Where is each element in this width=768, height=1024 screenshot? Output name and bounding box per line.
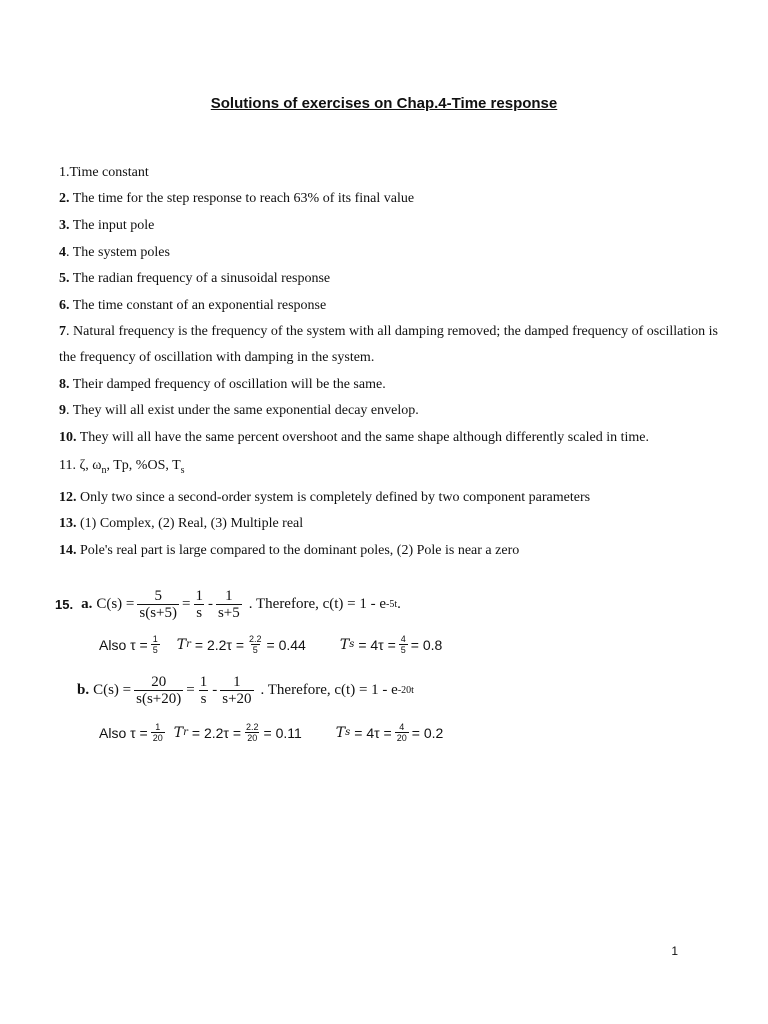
answer-6	[59, 297, 719, 315]
answer-3	[59, 217, 719, 235]
q15b-fraction-1	[134, 674, 183, 707]
rise-time-value: = 0.44	[266, 636, 306, 653]
q15b-fraction-2	[198, 674, 210, 707]
fraction-numerator: 2.2	[249, 634, 262, 644]
q15a-lhs: C(s) =	[96, 596, 135, 612]
answer-10	[59, 429, 719, 447]
settling-time-value: = 0.2	[411, 724, 444, 741]
answer-text: They will all have the same percent overshoot and the same shape although differently scaled in time.	[76, 430, 650, 445]
answer-number: 7	[59, 324, 66, 339]
answer-11	[59, 457, 719, 480]
q15a-period: .	[397, 596, 401, 612]
page-number: 1	[671, 944, 678, 958]
fraction-numerator: 2.2	[246, 722, 259, 732]
rise-time-fraction	[244, 722, 261, 743]
settling-time-symbol: T	[339, 636, 350, 653]
settling-time-value: = 0.8	[410, 636, 443, 653]
answer-text: (1) Complex, (2) Real, (3) Multiple real	[76, 516, 304, 531]
tau-label: Also τ =	[99, 724, 148, 741]
q15b-lhs: C(s) =	[93, 682, 132, 698]
answer-number: 12.	[59, 490, 77, 505]
tau-label: Also τ =	[99, 636, 148, 653]
q15-label: 15.	[55, 597, 74, 612]
answer-text: The time constant of an exponential response	[69, 298, 327, 313]
answer-12	[59, 489, 719, 507]
fraction-denominator: s(s+5)	[139, 605, 177, 621]
q15b-label: b.	[77, 682, 90, 698]
settling-time-fraction	[399, 634, 408, 655]
fraction-denominator: 5	[252, 645, 258, 655]
page-title: Solutions of exercises on Chap.4-Time response	[210, 95, 558, 112]
fraction-denominator: 5	[400, 645, 406, 655]
fraction-denominator: s	[200, 691, 207, 707]
q15a-exponent: -5t	[386, 599, 398, 610]
answer-number: 11.	[59, 458, 76, 473]
minus-sign: -	[212, 682, 218, 698]
q15a-therefore: . Therefore, c(t) = 1 - e	[248, 596, 387, 612]
fraction-numerator: 4	[399, 722, 405, 732]
answer-7	[59, 319, 719, 371]
q15b-fraction-3	[220, 674, 253, 707]
fraction-denominator: 5	[152, 645, 158, 655]
fraction-numerator: 1	[199, 674, 208, 690]
q15b-equation	[77, 674, 414, 707]
settling-time-symbol: T	[335, 724, 346, 741]
answer-text: . Natural frequency is the frequency of the system with all damping removed; the damped frequency of oscillation is the frequency of oscillation with damping in the system.	[59, 324, 718, 365]
rise-time-fraction	[247, 634, 264, 655]
ts-subscript: s	[180, 465, 185, 476]
q15a-equation	[55, 588, 401, 621]
fraction-numerator: 1	[152, 634, 158, 644]
settling-time-fraction	[395, 722, 409, 743]
settling-time-subscript: s	[345, 727, 351, 738]
answer-number: 10.	[59, 430, 77, 445]
fraction-denominator: s(s+20)	[136, 691, 182, 707]
q15a-fraction-1	[137, 588, 179, 621]
fraction-numerator: 1	[225, 588, 233, 604]
fraction-numerator: 20	[151, 674, 167, 690]
answer-text: . They will all exist under the same exponential decay envelop.	[66, 403, 419, 418]
rise-time-symbol: T	[176, 636, 187, 653]
fraction-denominator: s+20	[222, 691, 252, 707]
answer-text-rest: , Tp, %OS, T	[106, 458, 181, 473]
equals-sign: =	[186, 682, 195, 698]
answer-number: 2.	[59, 191, 70, 206]
answer-text: Time constant	[69, 165, 149, 180]
tau-fraction	[151, 634, 160, 655]
settling-time-subscript: s	[349, 639, 355, 650]
answer-number: 1.	[59, 165, 70, 180]
answer-9	[59, 402, 719, 420]
minus-sign: -	[207, 596, 213, 612]
rise-time-subscript: r	[186, 639, 191, 650]
fraction-numerator: 4	[400, 634, 406, 644]
answer-number: 13.	[59, 516, 77, 531]
q15b-parameters	[99, 722, 443, 743]
settling-time-eq: = 4τ =	[354, 724, 392, 741]
answer-text: Their damped frequency of oscillation will be the same.	[69, 377, 386, 392]
answer-8	[59, 376, 719, 394]
answer-number: 5.	[59, 271, 70, 286]
fraction-denominator: 20	[396, 733, 407, 743]
answer-text: The radian frequency of a sinusoidal response	[69, 271, 331, 286]
settling-time-eq: = 4τ =	[358, 636, 396, 653]
rise-time-value: = 0.11	[263, 724, 302, 741]
answer-number: 3.	[59, 218, 70, 233]
q15b-exponent: -20t	[397, 685, 414, 696]
answer-4	[59, 244, 719, 262]
omega-subscript: n	[101, 465, 107, 476]
q15a-label: a.	[81, 596, 93, 612]
q15a-parameters	[99, 634, 442, 655]
q15a-fraction-2	[193, 588, 205, 621]
rise-time-subscript: r	[183, 727, 188, 738]
answer-2	[59, 190, 719, 208]
answer-text: The input pole	[69, 218, 155, 233]
answer-13	[59, 515, 719, 533]
rise-time-eq: = 2.2τ =	[191, 724, 241, 741]
answer-1	[59, 164, 719, 182]
q15b-therefore: . Therefore, c(t) = 1 - e	[260, 682, 398, 698]
answer-14	[59, 542, 719, 560]
fraction-numerator: 5	[154, 588, 162, 604]
answer-text: Pole's real part is large compared to the dominant poles, (2) Pole is near a zero	[76, 543, 520, 558]
answer-number: 6.	[59, 298, 70, 313]
answer-number: 9	[59, 403, 66, 418]
answer-text: The time for the step response to reach 63% of its final value	[69, 191, 415, 206]
fraction-denominator: s+5	[217, 605, 240, 621]
rise-time-symbol: T	[173, 724, 184, 741]
fraction-numerator: 1	[233, 674, 241, 690]
q15a-fraction-3	[216, 588, 242, 621]
equals-sign: =	[182, 596, 191, 612]
tau-fraction	[151, 722, 165, 743]
fraction-denominator: 20	[152, 733, 163, 743]
answer-number: 8.	[59, 377, 70, 392]
answer-text: . The system poles	[66, 245, 170, 260]
fraction-numerator: 1	[155, 722, 161, 732]
fraction-denominator: 20	[247, 733, 258, 743]
fraction-denominator: s	[196, 605, 203, 621]
answer-text: Only two since a second-order system is completely defined by two component parameters	[76, 490, 591, 505]
answer-5	[59, 270, 719, 288]
answer-number: 4	[59, 245, 66, 260]
fraction-numerator: 1	[195, 588, 203, 604]
answer-number: 14.	[59, 543, 77, 558]
rise-time-eq: = 2.2τ =	[194, 636, 244, 653]
answer-text: ζ, ω	[75, 458, 102, 473]
